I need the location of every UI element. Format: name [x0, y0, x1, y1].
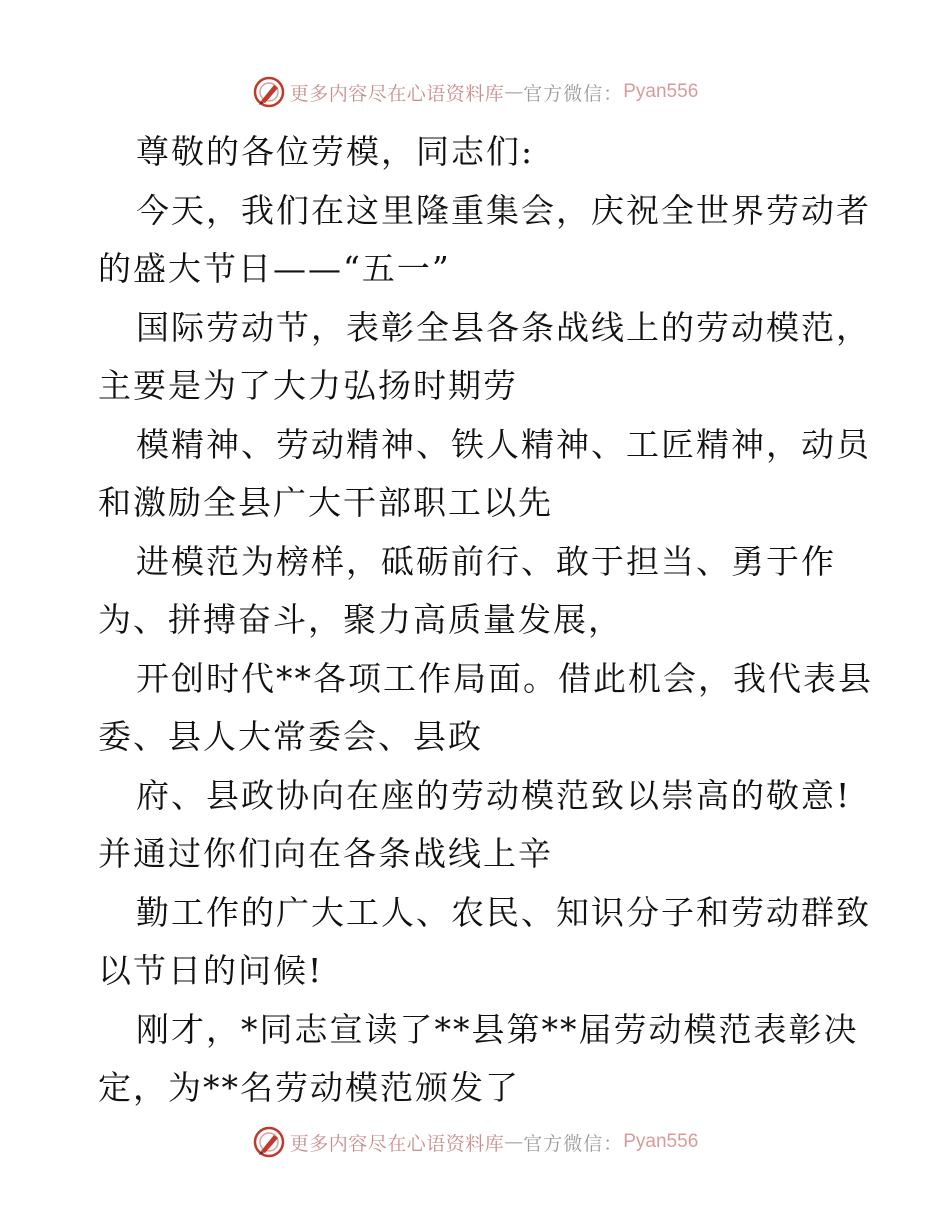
pen-logo-icon — [252, 1125, 286, 1159]
text-line: 刚才，*同志宣读了**县第**届劳动模范表彰决 — [136, 1009, 859, 1049]
pen-logo-icon — [252, 75, 286, 109]
text-line: 进模范为榜样，砥砺前行、敢于担当、勇于作 — [136, 541, 836, 581]
text-line: 定，为**名劳动模范颁发了 — [98, 1068, 520, 1107]
paragraph — [98, 416, 871, 533]
text-line: 委、县人大常委会、县政 — [98, 717, 483, 756]
text-line: 尊敬的各位劳模，同志们: — [136, 132, 535, 171]
paragraph — [98, 123, 858, 182]
paragraph — [98, 650, 873, 767]
paragraph — [98, 767, 858, 884]
text-line: 并通过你们向在各条战线上辛 — [98, 834, 553, 873]
text-line: 以节日的问候! — [98, 951, 324, 990]
text-line: 模精神、劳动精神、铁人精神、工匠精神，动员 — [136, 424, 871, 464]
watermark-text: 更多内容尽在心语资料库 — [289, 1132, 505, 1155]
text-line: 今天，我们在这里隆重集会，庆祝全世界劳动者 — [136, 190, 871, 230]
paragraph — [98, 884, 871, 1001]
text-line: 勤工作的广大工人、农民、知识分子和劳动群致 — [136, 892, 871, 932]
watermark-wechat-id: Pyan556 — [623, 1131, 699, 1152]
watermark-text: 更多内容尽在心语资料库 — [289, 82, 505, 105]
watermark-label: 官方微信： — [523, 82, 624, 105]
header-watermark — [0, 72, 950, 112]
watermark-separator: — — [504, 81, 524, 103]
text-line: 府、县政协向在座的劳动模范致以崇高的敬意! — [136, 775, 852, 815]
document-body — [98, 123, 873, 1118]
paragraph — [98, 182, 871, 299]
paragraph — [98, 1001, 858, 1118]
text-line: 为、拼搏奋斗，聚力高质量发展， — [98, 600, 623, 639]
text-line: 的盛大节日——“五一” — [98, 249, 451, 288]
text-line: 国际劳动节，表彰全县各条战线上的劳动模范， — [136, 307, 871, 347]
text-line: 开创时代**各项工作局面。借此机会，我代表县 — [136, 658, 873, 698]
watermark-wechat-id: Pyan556 — [623, 81, 699, 102]
text-line: 和激励全县广大干部职工以先 — [98, 483, 553, 522]
footer-watermark — [0, 1122, 950, 1162]
paragraph — [98, 299, 871, 416]
paragraph — [98, 533, 858, 650]
text-line: 主要是为了大力弘扬时期劳 — [98, 366, 518, 405]
watermark-separator: — — [504, 1131, 524, 1153]
watermark-label: 官方微信： — [523, 1132, 624, 1155]
